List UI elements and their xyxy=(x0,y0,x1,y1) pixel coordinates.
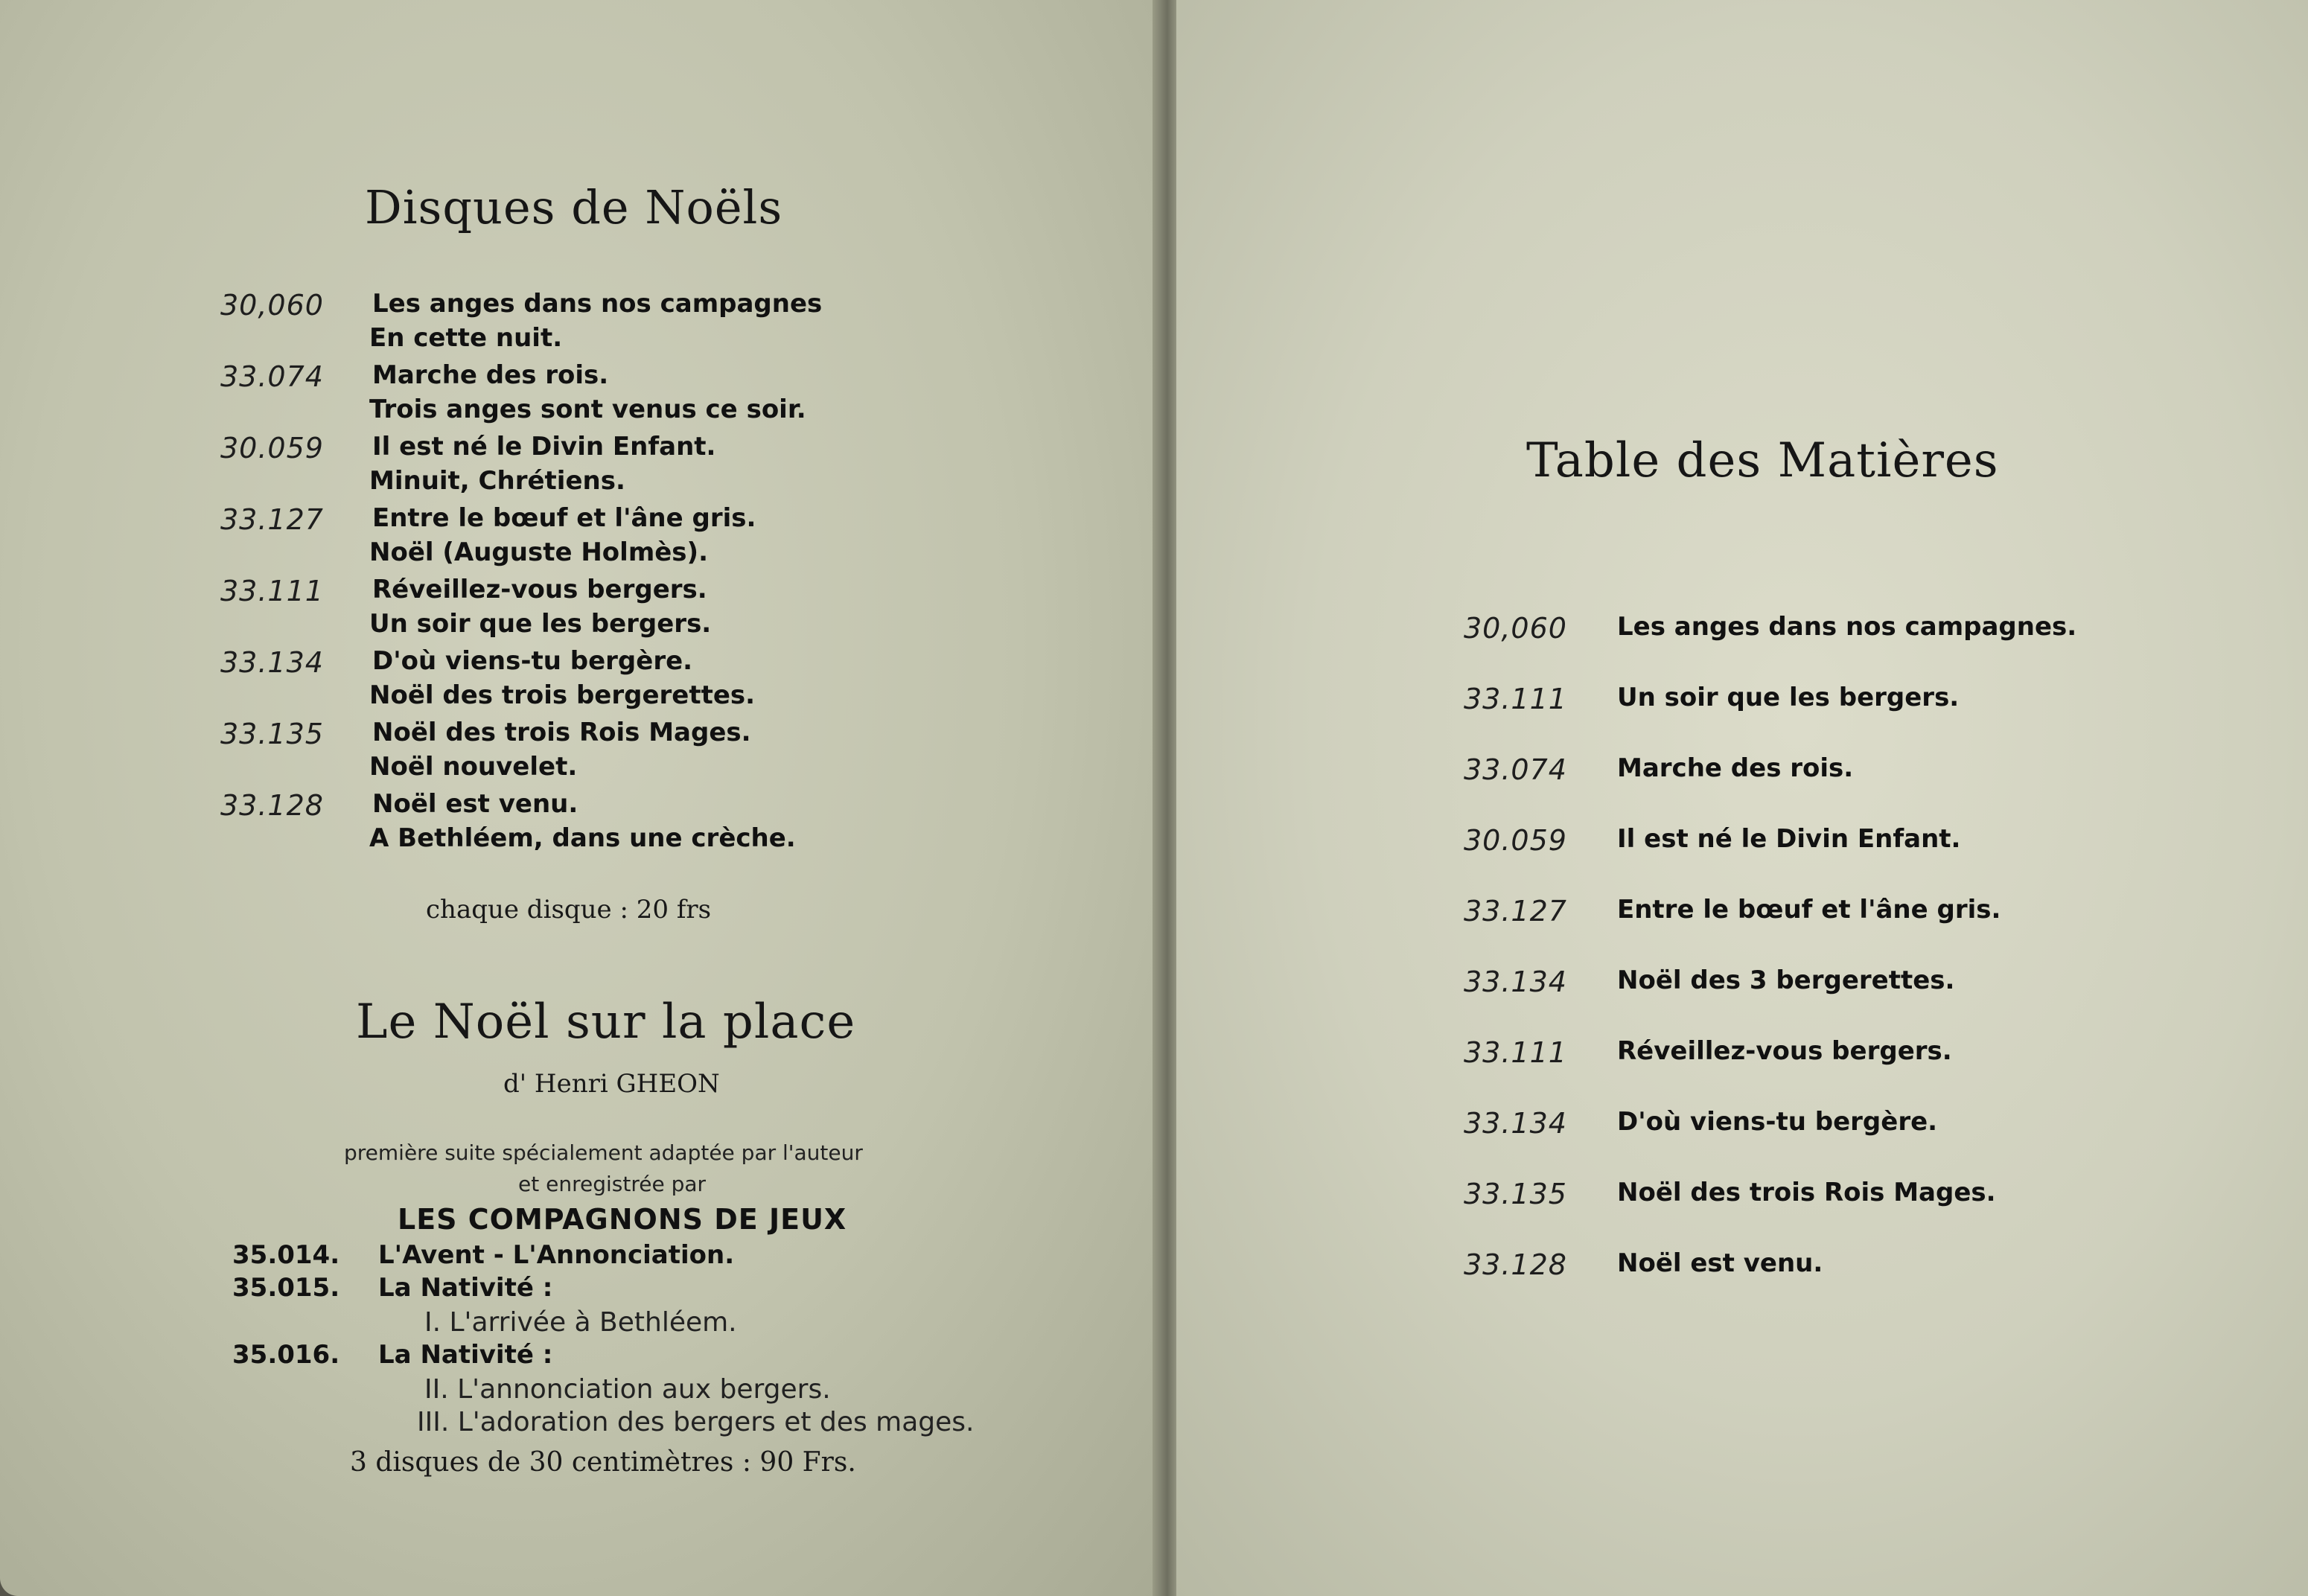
record-title: A Bethléem, dans une crèche. xyxy=(369,823,796,853)
record-title: Entre le bœuf et l'âne gris. xyxy=(372,503,756,533)
suite-number: 35.015. xyxy=(232,1273,340,1303)
subtitle-line-1: première suite spécialement adaptée par l'auteur xyxy=(344,1140,863,1165)
record-title: Noël (Auguste Holmès). xyxy=(369,537,708,567)
record-number: 33.127 xyxy=(220,503,324,536)
record-title: Noël des trois bergerettes. xyxy=(369,680,756,710)
toc-number: 33.074 xyxy=(1464,753,1567,786)
suite-part: II. L'annonciation aux bergers. xyxy=(424,1374,831,1405)
toc-number: 33.111 xyxy=(1464,683,1567,715)
toc-number: 33.135 xyxy=(1464,1178,1567,1210)
toc-number: 33.134 xyxy=(1464,965,1567,998)
record-title: D'où viens-tu bergère. xyxy=(372,646,693,676)
record-title: Noël nouvelet. xyxy=(369,752,578,782)
suite-title: La Nativité : xyxy=(378,1273,553,1303)
subtitle-line-2: et enregistrée par xyxy=(518,1172,707,1196)
toc-number: 33.128 xyxy=(1464,1248,1567,1281)
record-title: Les anges dans nos campagnes xyxy=(372,289,823,319)
suite-title: L'Avent - L'Annonciation. xyxy=(378,1240,735,1270)
record-title: Noël des trois Rois Mages. xyxy=(372,718,751,747)
suite-title: La Nativité : xyxy=(378,1340,553,1370)
suite-part: I. L'arrivée à Bethléem. xyxy=(424,1307,737,1338)
toc-title: Marche des rois. xyxy=(1617,753,1854,783)
section-title: Le Noël sur la place xyxy=(356,995,856,1050)
toc-title: Il est né le Divin Enfant. xyxy=(1617,824,1961,854)
toc-title: Noël est venu. xyxy=(1617,1248,1823,1278)
record-title: Trois anges sont venus ce soir. xyxy=(369,395,806,424)
record-title: Il est né le Divin Enfant. xyxy=(372,432,716,462)
record-number: 30,060 xyxy=(220,289,324,322)
record-number: 30.059 xyxy=(220,432,324,465)
record-number: 33.135 xyxy=(220,718,324,750)
toc-title: Noël des trois Rois Mages. xyxy=(1617,1178,1996,1207)
record-number: 33.134 xyxy=(220,646,324,679)
toc-number: 33.134 xyxy=(1464,1107,1567,1140)
right-page xyxy=(1176,0,2308,1596)
record-title: En cette nuit. xyxy=(369,323,563,353)
toc-title: Un soir que les bergers. xyxy=(1617,683,1960,712)
toc-number: 30.059 xyxy=(1464,824,1567,857)
suite-number: 35.014. xyxy=(232,1240,340,1270)
toc-title: D'où viens-tu bergère. xyxy=(1617,1107,1938,1137)
toc-title: Noël des 3 bergerettes. xyxy=(1617,965,1955,995)
toc-number: 33.111 xyxy=(1464,1036,1567,1069)
toc-number: 30,060 xyxy=(1464,612,1567,645)
toc-title: Réveillez-vous bergers. xyxy=(1617,1036,1952,1066)
record-number: 33.074 xyxy=(220,360,324,393)
record-number: 33.111 xyxy=(220,575,324,607)
record-title: Minuit, Chrétiens. xyxy=(369,466,625,496)
record-title: Un soir que les bergers. xyxy=(369,609,712,639)
page-title: Disques de Noëls xyxy=(365,180,783,234)
record-title: Marche des rois. xyxy=(372,360,609,390)
suite-number: 35.016. xyxy=(232,1340,340,1370)
toc-number: 33.127 xyxy=(1464,895,1567,928)
footer-price: 3 disques de 30 centimètres : 90 Frs. xyxy=(350,1447,856,1478)
performers: LES COMPAGNONS DE JEUX xyxy=(398,1203,847,1236)
price-note: chaque disque : 20 frs xyxy=(426,895,712,925)
author-credit: d' Henri GHEON xyxy=(503,1069,720,1099)
record-number: 33.128 xyxy=(220,789,324,822)
toc-title: Entre le bœuf et l'âne gris. xyxy=(1617,895,2001,925)
record-title: Noël est venu. xyxy=(372,789,578,819)
toc-title: Les anges dans nos campagnes. xyxy=(1617,612,2077,642)
toc-title: Table des Matières xyxy=(1526,433,1999,488)
suite-part: III. L'adoration des bergers et des mages. xyxy=(417,1407,975,1437)
record-title: Réveillez-vous bergers. xyxy=(372,575,707,604)
